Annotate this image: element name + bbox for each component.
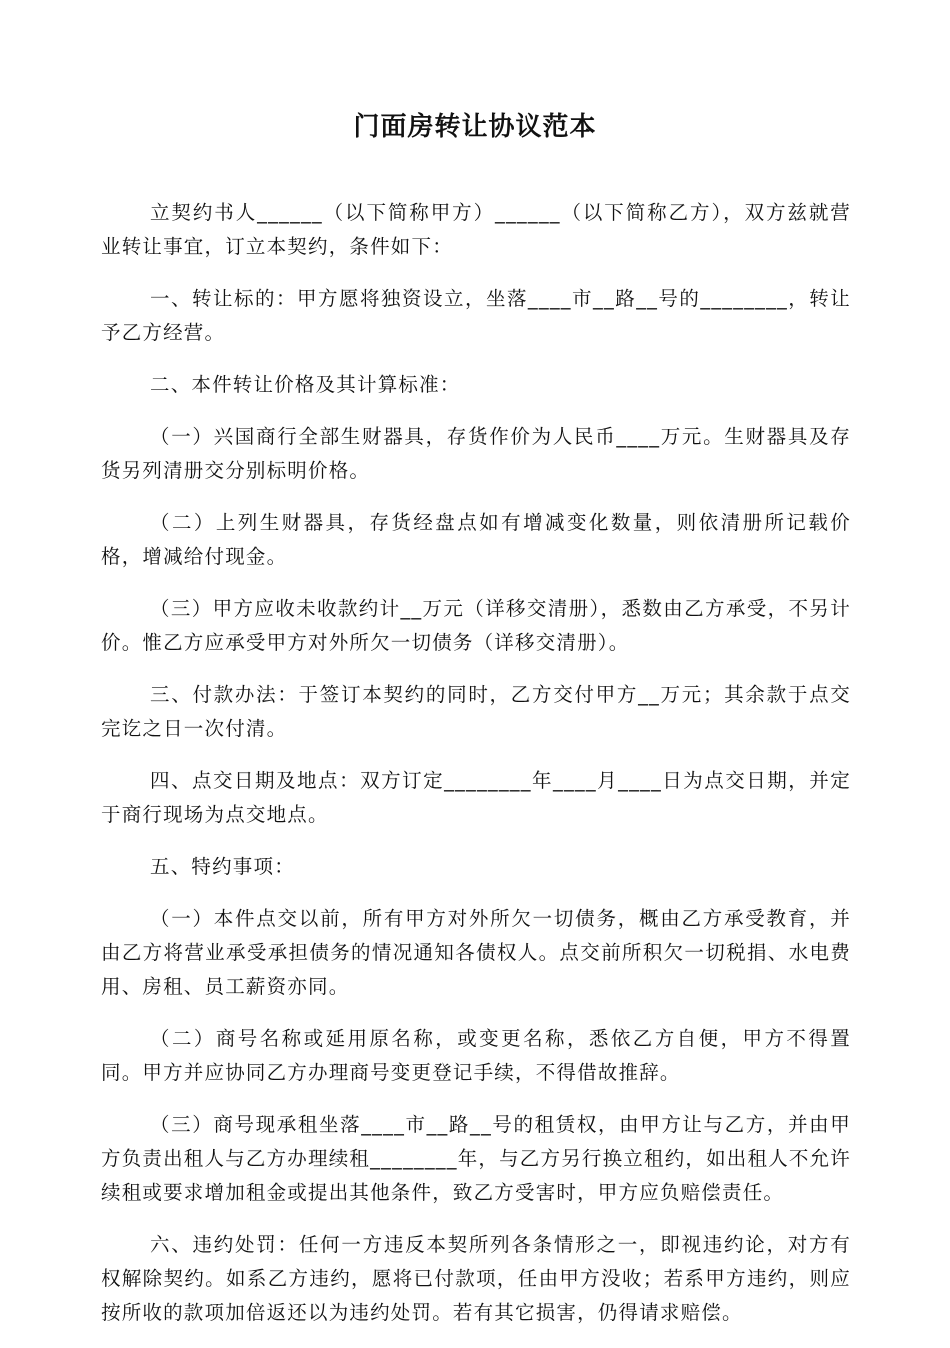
paragraph-breach-penalty: 六、违约处罚：任何一方违反本契所列各条情形之一，即视违约论，对方有权解除契约。如系乙方违约，愿将已付款项，任由甲方没收；若系甲方违约，则应按所收的款项加倍返还以为违约处罚。若有其它损害，仍得请求赔偿。 <box>101 1233 851 1324</box>
paragraph-price-item-3: （三）甲方应收未收款约计__万元（详移交清册），悉数由乙方承受，不另计价。惟乙方应承受甲方对外所欠一切债务（详移交清册）。 <box>101 597 851 654</box>
paragraph-handover-date: 四、点交日期及地点：双方订定________年____月____日为点交日期，并定于商行现场为点交地点。 <box>101 769 851 826</box>
paragraph-parties: 立契约书人______（以下简称甲方）______（以下简称乙方），双方兹就营业转让事宜，订立本契约，条件如下： <box>101 201 851 258</box>
paragraph-transfer-subject: 一、转让标的：甲方愿将独资设立，坐落____市__路__号的________，转让予乙方经营。 <box>101 287 851 344</box>
paragraph-price-heading: 二、本件转让价格及其计算标准： <box>150 373 461 396</box>
paragraph-price-item-1: （一）兴国商行全部生财器具，存货作价为人民币____万元。生财器具及存货另列清册交分别标明价格。 <box>101 425 851 482</box>
paragraph-payment: 三、付款办法：于签订本契约的同时，乙方交付甲方__万元；其余款于点交完讫之日一次付清。 <box>101 683 851 740</box>
paragraph-special-heading: 五、特约事项： <box>150 855 295 878</box>
paragraph-special-item-3: （三）商号现承租坐落____市__路__号的租赁权，由甲方让与乙方，并由甲方负责出租人与乙方办理续租________年，与乙方另行换立租约，如出租人不允许续租或要求增加租金或提出其他条件，致乙方受害时，甲方应负赔偿责任。 <box>101 1113 852 1204</box>
paragraph-special-item-1: （一）本件点交以前，所有甲方对外所欠一切债务，概由乙方承受教育，并由乙方将营业承受承担债务的情况通知各债权人。点交前所积欠一切税捐、水电费用、房租、员工薪资亦同。 <box>101 907 851 998</box>
document-title: 门面房转让协议范本 <box>353 112 597 142</box>
paragraph-special-item-2: （二）商号名称或延用原名称，或变更名称，悉依乙方自便，甲方不得置同。甲方并应协同乙方办理商号变更登记手续，不得借故推辞。 <box>101 1027 851 1084</box>
paragraph-price-item-2: （二）上列生财器具，存货经盘点如有增减变化数量，则依清册所记载价格，增减给付现金。 <box>101 511 851 568</box>
document-body <box>101 196 851 1348</box>
